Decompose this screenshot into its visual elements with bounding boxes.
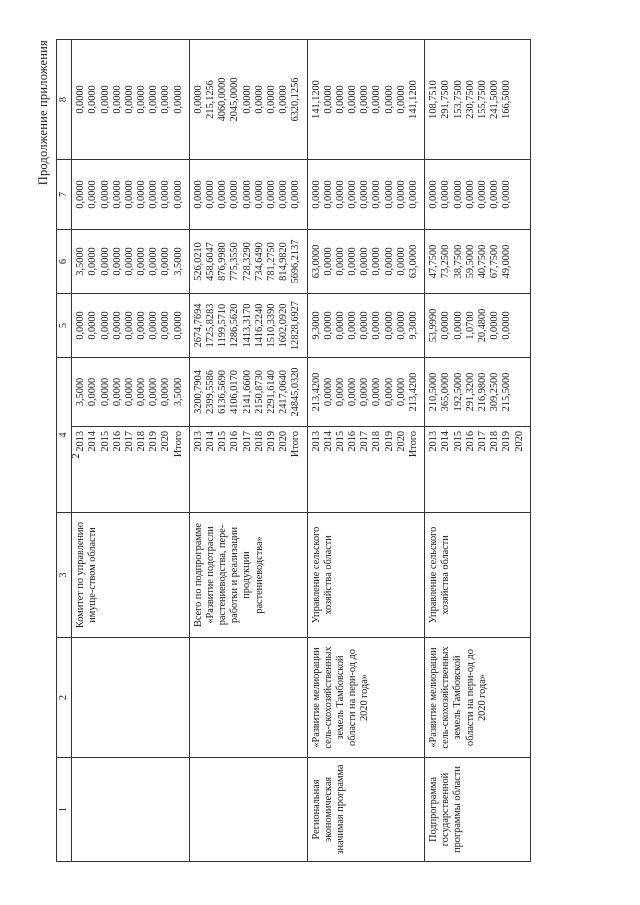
value: 1,0700 [464,311,476,340]
value: 0,0000 [87,180,99,209]
value: 526,0210 [192,242,204,281]
value: 0,0000 [371,180,383,209]
value: 1416,2240 [253,303,265,348]
cell-years [425,427,531,513]
value: 141,1200 [408,80,420,119]
value: 6136,5690 [217,370,229,414]
value: 734,6490 [253,242,265,281]
value: 0,0000 [383,247,395,276]
value: 1602,0920 [278,303,290,348]
value: 0,0000 [359,377,371,407]
value: 0,0000 [359,311,371,340]
value: 6320,1256 [290,77,302,122]
value: 166,5000 [501,80,513,119]
value: 0,0000 [192,85,204,114]
year-label: 2018 [136,431,148,452]
value: 0,0000 [75,85,87,114]
value: 0,0000 [192,180,204,209]
value: 0,0000 [172,85,184,114]
value: 0,0000 [278,180,290,209]
cell-c1 [189,758,307,862]
value: 458,6047 [205,242,217,281]
cell-values-col-7 [72,160,190,230]
value: 63,0000 [408,244,420,279]
value: 0,0000 [99,85,111,114]
cell-years [307,427,425,513]
value: 0,0000 [440,311,452,340]
cell-values-col-4 [425,358,531,427]
value: 215,1256 [205,80,217,119]
value: 9,3000 [408,311,420,340]
value: 0,0000 [241,180,253,209]
cell-c1: Региональная экономическая значимая программа [307,758,425,862]
value: 9,3000 [310,311,322,340]
value: 49,0000 [501,244,513,279]
year-label: 2015 [452,431,464,452]
value: 2150,8730 [253,370,265,414]
year-label: 2015 [334,431,346,452]
year-label: 2013 [310,431,322,452]
year-label: 2014 [322,431,334,452]
value: 155,7500 [476,80,488,119]
cell-years [69,427,190,513]
value: 67,7500 [489,244,501,279]
col-header-7: 7 [57,160,72,230]
value: 0,0000 [99,180,111,209]
value: 0,0000 [123,247,135,276]
value: 0,0000 [395,311,407,340]
year-label: 2014 [205,431,217,452]
value: 0,0000 [111,377,123,407]
value: 4106,0170 [229,370,241,414]
value: 0,0000 [383,377,395,407]
value: 3,5000 [172,247,184,276]
value: 2141,6600 [241,370,253,414]
value: 0,0000 [241,85,253,114]
value: 876,9980 [217,242,229,281]
value: 0,0000 [148,180,160,209]
value: 0,0000 [253,180,265,209]
year-label: 2016 [111,431,123,452]
year-label: 2020 [278,431,290,452]
value: 0,0000 [383,311,395,340]
value: 73,2500 [440,244,452,279]
value: 0,0000 [310,180,322,209]
value: 0,0000 [205,180,217,209]
value: 0,0000 [428,180,440,209]
col-header-5: 5 [57,294,72,358]
col-header-8: 8 [57,40,72,160]
value: 0,0000 [136,377,148,407]
value: 0,0000 [322,247,334,276]
value: 1199,5710 [217,303,229,348]
value: 1286,5620 [229,303,241,348]
cell-values-col-5 [189,294,307,358]
cell-values-col-6 [72,230,190,294]
value: 781,2750 [265,242,277,281]
value: 0,0000 [111,85,123,114]
cell-c1: Подпрограмма государственной программы области [425,758,531,862]
value: 141,1200 [310,80,322,119]
value: 0,0000 [217,180,229,209]
year-label: 2014 [87,431,99,452]
value: 0,0000 [160,85,172,114]
cell-c2 [72,638,190,758]
cell-values-col-4 [307,358,425,427]
value: 0,0000 [359,180,371,209]
value: 0,0000 [111,311,123,340]
cell-values-col-5 [425,294,531,358]
year-label: 2017 [359,431,371,452]
value: 0,0000 [383,85,395,114]
cell-values-col-6 [307,230,425,294]
value: 0,0000 [359,247,371,276]
value: 0,0000 [160,247,172,276]
rotated-page [30,22,605,862]
col-header-4: 4 [57,358,72,513]
value: 3,5000 [172,377,184,407]
cell-values-col-4 [189,358,307,427]
value: 24845,0320 [290,367,302,417]
cell-values-col-8 [425,40,531,160]
table-row [72,40,190,862]
value: 0,0000 [136,247,148,276]
cell-c2 [189,638,307,758]
col-header-2: 2 [57,638,72,758]
col-header-6: 6 [57,230,72,294]
year-label: 2015 [217,431,229,452]
value: 2291,6140 [265,370,277,414]
value: 0,0000 [136,180,148,209]
value: 0,0000 [229,180,241,209]
value: 3,5000 [75,377,87,407]
value: 0,0000 [253,85,265,114]
cell-c3: Комитет по управлению имуще-ством области [72,513,190,638]
value: 0,0000 [123,377,135,407]
cell-c3: Управление сельского хозяйства области [307,513,425,638]
value: 0,0000 [87,247,99,276]
value: 0,0000 [87,311,99,340]
value: 0,0000 [322,377,334,407]
value: 0,0000 [347,311,359,340]
cell-values-col-6 [425,230,531,294]
value: 215,5000 [501,372,513,412]
value: 1510,3390 [265,303,277,348]
value: 365,0000 [440,372,452,412]
cell-values-col-8 [307,40,425,160]
year-label: 2013 [192,431,204,452]
value: 0,0000 [148,377,160,407]
value: 0,0000 [334,180,346,209]
continuation-title: Продолжение приложения [36,40,50,186]
value: 0,0000 [136,311,148,340]
total-label: Итого [408,431,420,458]
value: 0,0000 [347,247,359,276]
value: 12828,6927 [290,301,302,350]
value: 0,0000 [99,311,111,340]
year-label: 2018 [371,431,383,452]
cell-c2: «Развитие мелиорации сель-скохозяйственных земель Тамбовской области на пери-од до 2020 года» [307,638,425,758]
year-label: 2015 [99,431,111,452]
value: 216,9800 [476,372,488,412]
value: 0,0000 [334,247,346,276]
year-label: 2017 [476,431,488,452]
value: 0,0000 [87,377,99,407]
year-label: 2016 [347,431,359,452]
value: 0,0000 [265,85,277,114]
value: 0,0000 [383,180,395,209]
col-header-1: 1 [57,758,72,862]
table-row [189,40,307,862]
value: 0,0000 [290,180,302,209]
value: 108,7510 [428,80,440,119]
value: 47,7500 [428,244,440,279]
value: 728,3290 [241,242,253,281]
value: 0,0000 [347,377,359,407]
value: 2674,7694 [192,303,204,348]
cell-values-col-8 [189,40,307,160]
value: 0,0000 [395,377,407,407]
value: 0,0000 [160,180,172,209]
value: 4060,0000 [217,77,229,122]
value: 0,0000 [371,247,383,276]
total-label: Итого [172,431,184,458]
year-label: 2016 [229,431,241,452]
year-label: 2019 [501,431,513,452]
value: 0,0000 [265,180,277,209]
year-label: 2020 [395,431,407,452]
value: 0,0000 [111,180,123,209]
cell-values-col-8 [72,40,190,160]
year-label: 2013 [75,431,87,452]
value: 2417,0640 [278,370,290,414]
value: 0,0000 [334,85,346,114]
cell-years [189,427,307,513]
value: 53,9990 [428,308,440,343]
value: 0,0000 [476,180,488,209]
value: 0,0000 [136,85,148,114]
value: 0,0000 [322,311,334,340]
value: 775,3550 [229,242,241,281]
year-label: 2017 [241,431,253,452]
value: 59,5000 [464,244,476,279]
page-number: 2 [69,453,82,459]
value: 241,5000 [489,80,501,119]
cell-values-col-5 [307,294,425,358]
cell-c1 [72,758,190,862]
value: 0,0000 [160,377,172,407]
year-label: 2019 [148,431,160,452]
value: 0,0000 [172,180,184,209]
cell-c3: Управление сельского хозяйства области [425,513,531,638]
value: 309,2500 [489,372,501,412]
value: 0,0000 [75,311,87,340]
value: 3200,7904 [192,370,204,414]
cell-values-col-4 [72,358,190,427]
year-label: 2020 [160,431,172,452]
year-label: 2017 [123,431,135,452]
value: 0,0000 [452,311,464,340]
value: 20,4800 [476,308,488,343]
value: 0,0000 [278,85,290,114]
value: 0,0000 [359,85,371,114]
value: 0,0000 [395,85,407,114]
cell-values-col-5 [72,294,190,358]
col-header-3: 3 [57,513,72,638]
year-label: 2014 [440,431,452,452]
value: 210,5000 [428,372,440,412]
value: 0,0000 [322,180,334,209]
cell-values-col-7 [307,160,425,230]
value: 192,5000 [452,372,464,412]
table-row [307,40,425,862]
value: 0,0000 [347,180,359,209]
value: 0,0000 [371,85,383,114]
cell-values-col-7 [425,160,531,230]
value: 2045,0000 [229,77,241,122]
value: 0,0000 [148,85,160,114]
year-label: 2020 [513,431,525,452]
value: 0,0000 [111,247,123,276]
value: 213,4200 [408,372,420,412]
value: 291,3200 [464,372,476,412]
value: 0,0000 [123,180,135,209]
value: 814,9820 [278,242,290,281]
year-label: 2016 [464,431,476,452]
value: 0,0000 [371,311,383,340]
value: 0,0000 [99,247,111,276]
value: 0,0000 [99,377,111,407]
value: 0,0000 [87,85,99,114]
value: 2399,5586 [205,370,217,414]
year-label: 2018 [253,431,265,452]
value: 63,0000 [310,244,322,279]
value: 5696,2137 [290,239,302,284]
value: 1725,8283 [205,303,217,348]
value: 0,0000 [489,311,501,340]
value: 213,4200 [310,372,322,412]
value: 0,0000 [452,180,464,209]
year-label: 2019 [383,431,395,452]
cell-values-col-6 [189,230,307,294]
value: 0,0000 [371,377,383,407]
value: 0,0000 [148,247,160,276]
year-label: 2013 [428,431,440,452]
value: 3,5000 [75,247,87,276]
cell-c2: «Развитие мелиорации сель-скохозяйственных земель Тамбовской области на пери-од до 2020 года» [425,638,531,758]
value: 0,0000 [334,311,346,340]
value: 153,7500 [452,80,464,119]
value: 0,0000 [464,180,476,209]
value: 40,7500 [476,244,488,279]
value: 0,0000 [501,311,513,340]
value: 0,0000 [322,85,334,114]
budget-table [56,39,531,862]
value: 0,0000 [334,377,346,407]
value: 38,7500 [452,244,464,279]
cell-c3: Всего по подпрограмме «Развитие подотрасли растениеводства, пере-работки и реализации продукции растениеводства» [189,513,307,638]
total-label: Итого [290,431,302,458]
value: 0,0000 [123,311,135,340]
value: 0,0000 [160,311,172,340]
value: 0,0000 [395,247,407,276]
table-row [425,40,531,862]
value: 0,0000 [489,180,501,209]
header-row [57,40,72,862]
value: 1413,3170 [241,303,253,348]
value: 0,0000 [408,180,420,209]
value: 0,0000 [148,311,160,340]
value: 230,7500 [464,80,476,119]
year-label: 2018 [489,431,501,452]
cell-values-col-7 [189,160,307,230]
year-label: 2019 [265,431,277,452]
value: 0,0000 [395,180,407,209]
value: 291,7500 [440,80,452,119]
value: 0,0000 [75,180,87,209]
value: 0,0000 [501,180,513,209]
value: 0,0000 [123,85,135,114]
value: 0,0000 [172,311,184,340]
value: 0,0000 [440,180,452,209]
value: 0,0000 [347,85,359,114]
